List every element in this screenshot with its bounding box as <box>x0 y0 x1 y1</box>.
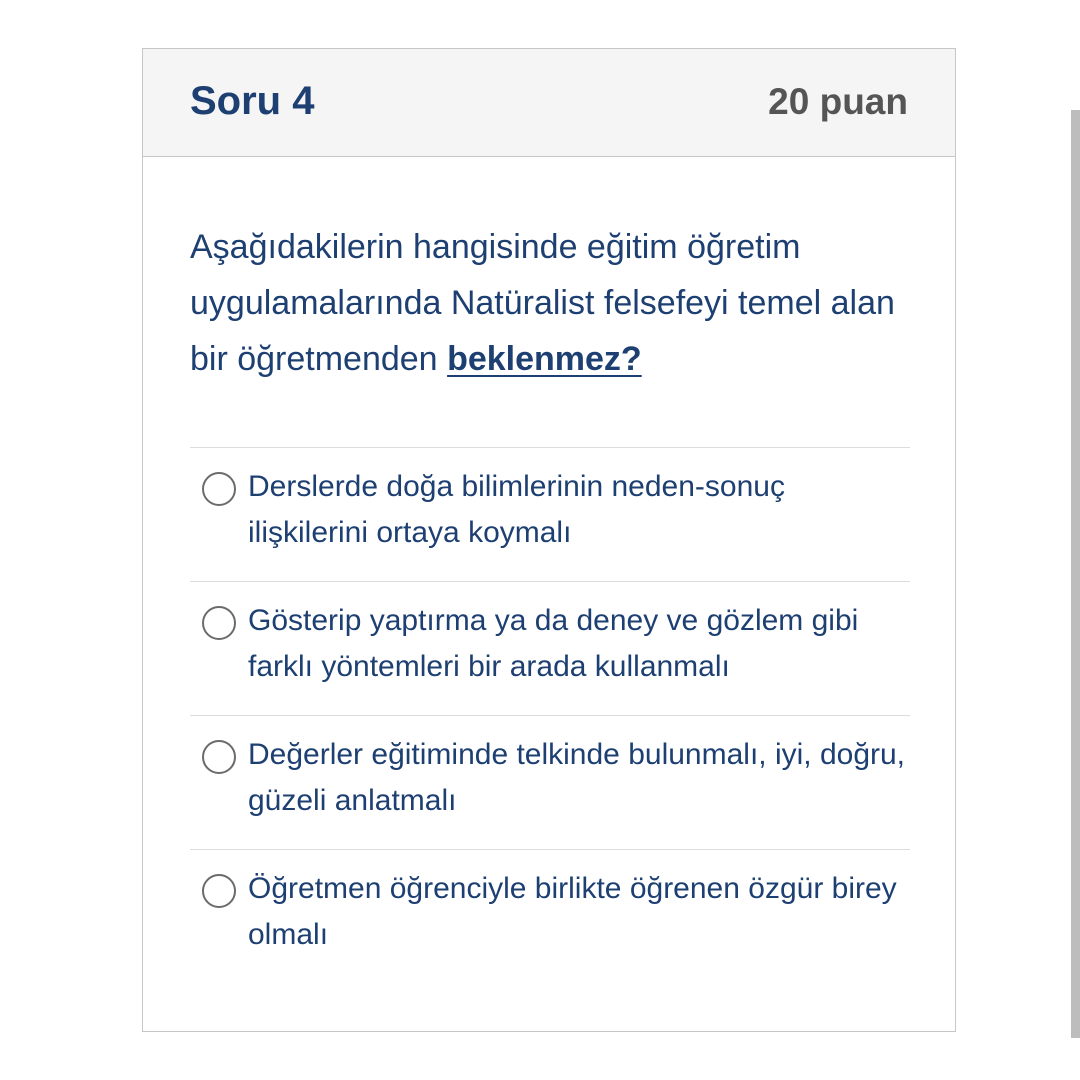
question-card <box>142 48 956 1032</box>
answer-option-4[interactable] <box>190 849 910 983</box>
question-title: Soru 4 <box>190 79 315 123</box>
points-label: 20 puan <box>768 81 908 122</box>
radio-button-icon[interactable] <box>202 606 236 640</box>
radio-button-icon[interactable] <box>202 740 236 774</box>
question-text-emphasis: beklenmez? <box>447 340 642 378</box>
answer-label: Değerler eğitiminde telkinde bulunmalı, iyi, doğru, güzeli anlatmalı <box>248 738 906 817</box>
answer-label: Öğretmen öğrenciyle birlikte öğrenen özgür birey olmalı <box>248 872 897 951</box>
answer-option-2[interactable] <box>190 581 910 715</box>
answer-option-3[interactable] <box>190 715 910 849</box>
scrollbar[interactable] <box>1071 110 1080 1038</box>
question-header <box>143 49 955 157</box>
question-text <box>190 219 910 387</box>
answer-option-1[interactable] <box>190 447 910 581</box>
radio-button-icon[interactable] <box>202 472 236 506</box>
radio-button-icon[interactable] <box>202 874 236 908</box>
answer-label: Derslerde doğa bilimlerinin neden-sonuç ilişkilerini ortaya koymalı <box>248 470 785 549</box>
answer-list <box>190 447 910 983</box>
question-text-main: Aşağıdakilerin hangisinde eğitim öğretim uygulamalarında Natüralist felsefeyi temel alan bir öğretmenden <box>190 228 895 378</box>
answer-label: Gösterip yaptırma ya da deney ve gözlem gibi farklı yöntemleri bir arada kullanmalı <box>248 604 859 683</box>
